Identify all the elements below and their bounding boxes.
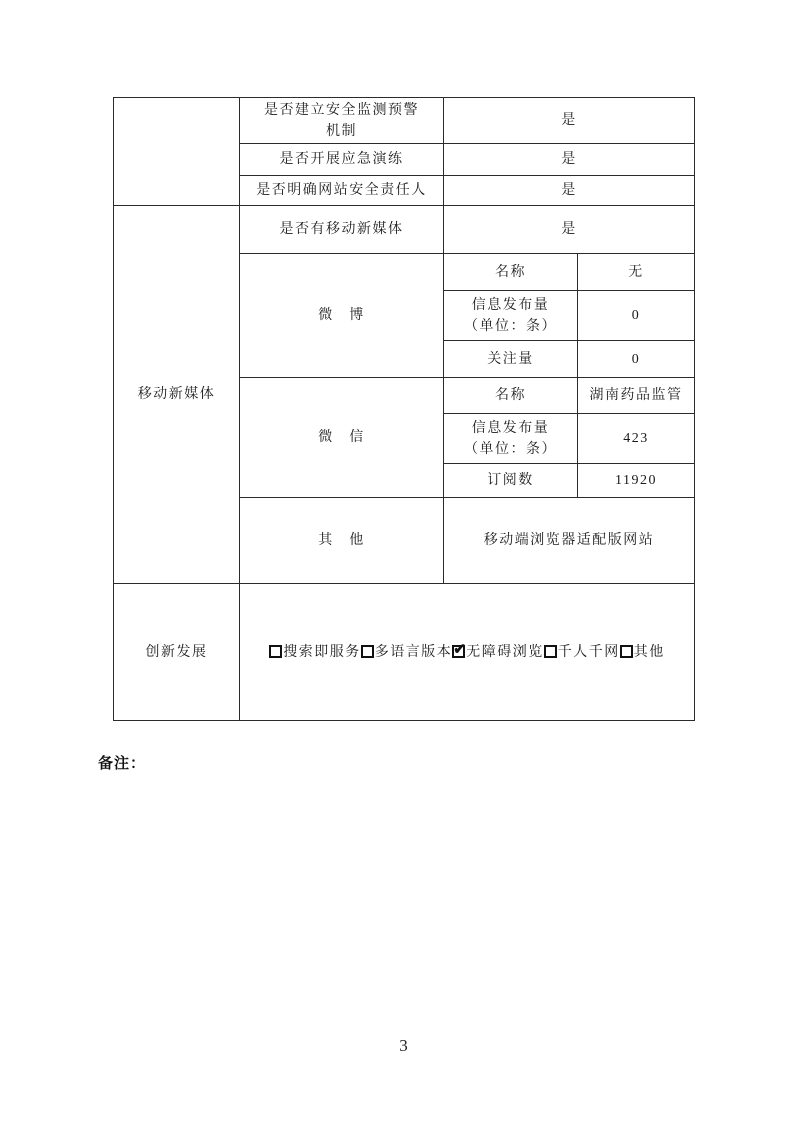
checkbox-accessibility-label: 无障碍浏览 [466,644,544,660]
weibo-followers-value: 0 [578,341,695,378]
security-officer-value: 是 [444,176,695,206]
report-table [113,97,695,721]
weibo-posts-label-line1: 信息发布量 [471,297,550,313]
checkbox-search-as-service-label: 搜索即服务 [283,644,361,660]
weibo-name-value: 无 [578,254,695,291]
wechat-name-value: 湖南药品监管 [578,378,695,414]
section-label-innovation: 创新发展 [114,584,240,721]
section-cell-empty [114,98,240,206]
innovation-option-accessibility [452,645,544,660]
security-officer-label: 是否明确网站安全责任人 [240,176,444,206]
weibo-name-label: 名称 [444,254,578,291]
wechat-name-label: 名称 [444,378,578,414]
other-media-value: 移动端浏览器适配版网站 [444,498,695,584]
checkbox-accessibility[interactable] [452,645,465,658]
security-monitor-label-line1: 是否建立安全监测预警 [264,102,419,118]
weibo-posts-label-line2: （单位：条） [464,318,557,334]
emergency-drill-label: 是否开展应急演练 [240,144,444,176]
weibo-posts-value: 0 [578,291,695,341]
page-number: 3 [399,1036,408,1055]
checkbox-search-as-service[interactable] [269,645,282,658]
weibo-posts-label [444,291,578,341]
checkbox-multilingual-label: 多语言版本 [374,644,453,660]
wechat-subscribers-value: 11920 [578,464,695,498]
checkbox-qianren-qianwang[interactable] [544,645,557,658]
checkbox-qianren-qianwang-label: 千人千网 [557,644,620,660]
other-media-label: 其 他 [240,498,444,584]
wechat-posts-label [444,414,578,464]
has-mobile-media-value: 是 [444,206,695,254]
checkbox-other-label: 其他 [633,644,665,660]
has-mobile-media-label: 是否有移动新媒体 [240,206,444,254]
security-monitor-label-line2: 机制 [326,123,357,139]
checkbox-multilingual[interactable] [361,645,374,658]
innovation-options-cell [240,584,695,721]
section-label-mobile-media: 移动新媒体 [114,206,240,584]
wechat-posts-label-line2: （单位：条） [464,441,557,457]
innovation-option-multilingual [361,645,453,660]
weibo-followers-label: 关注量 [444,341,578,378]
wechat-posts-label-line1: 信息发布量 [471,420,550,436]
notes-label: 备注： [98,756,147,772]
innovation-option-other [620,645,665,660]
wechat-label: 微 信 [240,378,444,498]
security-monitor-label [240,98,444,144]
weibo-label: 微 博 [240,254,444,378]
wechat-subscribers-label: 订阅数 [444,464,578,498]
innovation-option-qianren [544,645,620,660]
emergency-drill-value: 是 [444,144,695,176]
innovation-option-search [269,645,361,660]
checkbox-other[interactable] [620,645,633,658]
wechat-posts-value: 423 [578,414,695,464]
security-monitor-value: 是 [444,98,695,144]
